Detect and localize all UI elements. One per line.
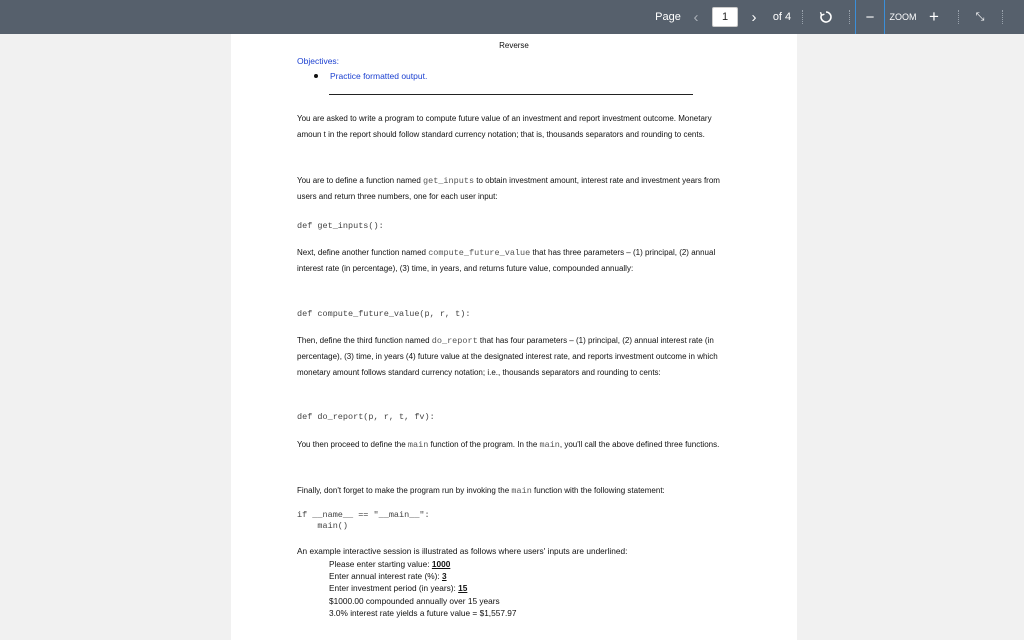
paragraph-get-inputs [297, 173, 737, 205]
rotate-icon [819, 10, 833, 24]
text: You then proceed to define the [297, 440, 408, 449]
prompt-text: Please enter starting value: [329, 559, 432, 569]
inline-code: main [511, 486, 532, 496]
objective-item: Practice formatted output. [330, 71, 428, 81]
text: Then, define the third function named [297, 336, 432, 345]
inline-code: compute_future_value [428, 248, 531, 258]
text: , you'll call the above defined three functions. [559, 440, 720, 449]
code-get-inputs: def get_inputs(): [297, 221, 384, 231]
paragraph-main [297, 437, 737, 453]
text: Next, define another function named [297, 248, 429, 257]
page-title: Reverse [499, 41, 529, 50]
paragraph-do-report [297, 333, 737, 382]
prompt-text: Enter investment period (in years): [329, 583, 459, 594]
code-compute-future-value: def compute_future_value(p, r, t): [297, 309, 471, 319]
user-input: 3 [441, 571, 447, 582]
objectives-heading: Objectives: [297, 56, 340, 66]
divider-line [329, 94, 693, 95]
paragraph-intro: You are asked to write a program to compute future value of an investment and report investment outcome. Monetary amoun t in the report should follow standard currency notation; that is, thousands separators and rounding to cents. [297, 114, 712, 140]
inline-code: main [539, 440, 560, 450]
previous-page-icon[interactable]: ‹ [693, 8, 699, 26]
page-label: Page [655, 11, 681, 23]
example-session [329, 558, 517, 619]
example-line: 3.0% interest rate yields a future value = $1,557.97 [329, 607, 517, 618]
viewer-toolbar [0, 0, 1024, 34]
page-count: of 4 [772, 11, 792, 23]
zoom-out-icon[interactable]: − [865, 8, 875, 26]
toolbar-divider [849, 10, 850, 24]
document-page [231, 34, 797, 640]
example-line [329, 570, 517, 582]
user-input: 1000 [431, 559, 451, 569]
text: that has three parameters – (1) principal, (2) annual interest rate (in percentage), (3) time, in years, and returns future value, compounded annually: [297, 248, 716, 274]
text: You are to define a function named [297, 176, 424, 185]
toolbar-divider [958, 10, 959, 24]
fullscreen-icon[interactable]: ⤡ [975, 10, 985, 23]
bullet-dot-icon [314, 74, 318, 78]
example-line: $1000.00 compounded annually over 15 years [329, 595, 500, 606]
inline-code: do_report [431, 336, 478, 346]
example-intro: An example interactive session is illustrated as follows where users' inputs are underlined: [297, 546, 628, 556]
rotate-button[interactable] [812, 0, 840, 34]
user-input: 15 [458, 583, 468, 594]
zoom-label: ZOOM [889, 12, 917, 22]
paragraph-invoke-main [297, 483, 737, 499]
next-page-icon[interactable]: › [751, 8, 757, 26]
text: function with the following statement: [531, 486, 665, 495]
text: to obtain investment amount, interest rate and investment years from users and return three numbers, one for each user input: [297, 176, 720, 202]
code-main-guard: if __name__ == "__main__": [297, 510, 430, 520]
toolbar-divider [802, 10, 803, 24]
prompt-text: Enter annual interest rate (%): [329, 571, 442, 582]
example-line [329, 558, 517, 570]
code-do-report: def do_report(p, r, t, fv): [297, 412, 435, 422]
code-main-call: main() [297, 521, 349, 531]
paragraph-compute-future-value [297, 245, 737, 277]
page-number-input[interactable] [712, 7, 738, 27]
zoom-in-icon[interactable]: + [929, 7, 939, 26]
example-line [329, 582, 517, 594]
text: function of the program. In the [428, 440, 540, 449]
text: that has four parameters – (1) principal, (2) annual interest rate (in percentage), (3) time, in years (4) future value at the designated interest rate, and reports investment outcome in which monetary amount follows standard currency notation; i.e., thousands separators and rounding to cents: [297, 336, 718, 378]
text: Finally, don't forget to make the program run by invoking the [297, 486, 512, 495]
toolbar-divider [1002, 10, 1003, 24]
inline-code: main [407, 440, 429, 450]
inline-code: get_inputs [423, 176, 475, 186]
page-number-field[interactable] [712, 0, 738, 34]
